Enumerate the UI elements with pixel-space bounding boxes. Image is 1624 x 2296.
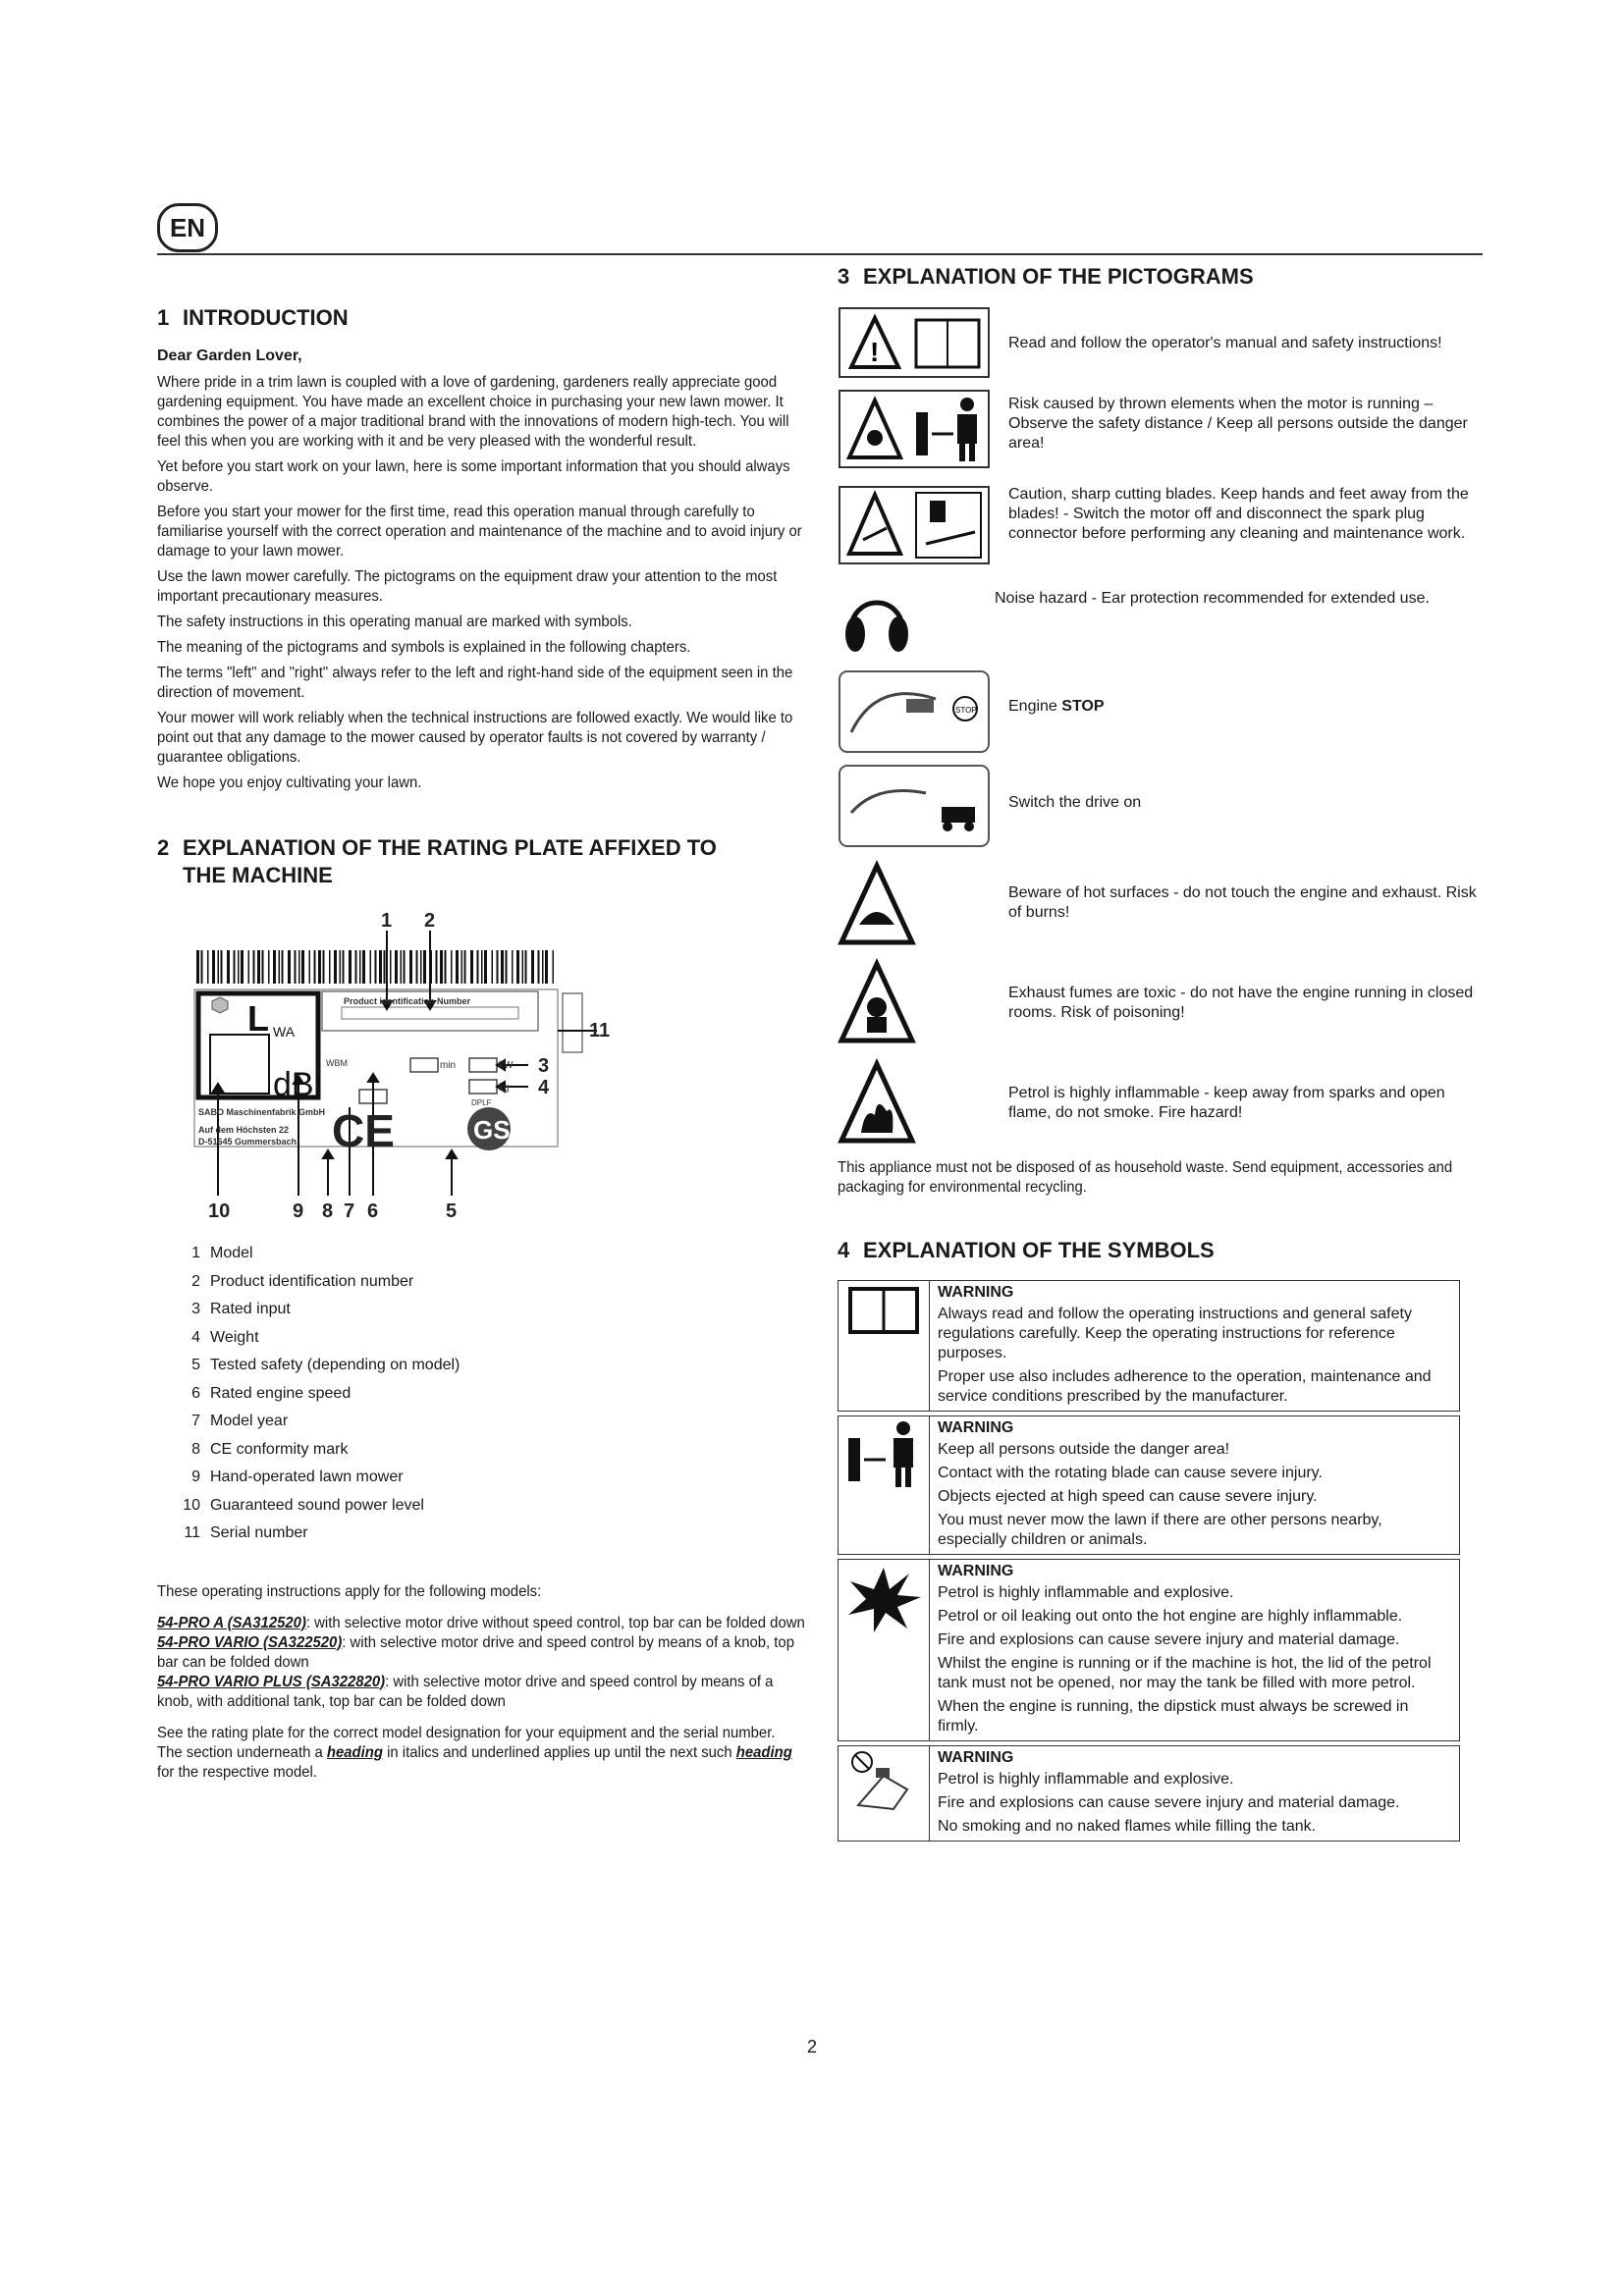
legend-item: 4 Weight: [191, 1328, 259, 1346]
svg-text:dB: dB: [273, 1066, 314, 1103]
section-4-heading: 4 EXPLANATION OF THE SYMBOLS: [838, 1238, 1215, 1262]
svg-text:6: 6: [367, 1201, 379, 1222]
svg-text:4: 4: [538, 1077, 550, 1098]
pictogram-row: [838, 764, 1486, 854]
legend-item: 7 Model year: [191, 1413, 289, 1429]
warning-line: Petrol or oil leaking out onto the hot engine are highly inflammable.: [938, 1608, 1403, 1625]
barcode-bar: [379, 950, 382, 984]
legend-item: 2 Product identification number: [191, 1272, 414, 1290]
barcode-bar: [481, 950, 483, 984]
svg-text:7: 7: [344, 1201, 355, 1222]
models-intro: These operating instructions apply for the following models:: [157, 1582, 542, 1600]
intro-paragraph: Before you start your mower for the first time, read this operation manual through carefully to familiarise yourself with the correct operation and maintenance of the machine and to avoid injury or damage to your lawn mower.: [157, 504, 802, 560]
barcode-bar: [390, 950, 392, 984]
intro-paragraph: The terms "left" and "right" always refer to the left and right-hand side of the equipment seen in the direction of movement.: [157, 665, 793, 701]
model-entry: 54-PRO VARIO PLUS (SA322820): with selective motor drive and speed control by means of a knob, with additional tank, top bar can be folded down: [157, 1673, 774, 1710]
barcode-bar: [355, 950, 357, 984]
right-column: [838, 263, 1486, 1845]
svg-text:11: 11: [589, 1020, 611, 1041]
svg-text:kg: kg: [499, 1083, 510, 1094]
drive-on-icon: [838, 764, 995, 853]
engine-stop-icon: [838, 669, 995, 759]
keep-away-persons-icon: [839, 1416, 930, 1554]
pictogram-row: [838, 485, 1486, 583]
heading-note: The section underneath a heading in italics and underlined applies up until the next such heading for the respective model.: [157, 1743, 792, 1781]
manual-book-icon: [839, 1281, 930, 1411]
barcode-bar: [288, 950, 291, 984]
intro-paragraph: We hope you enjoy cultivating your lawn.: [157, 774, 422, 791]
legend-item: 3 Rated input: [191, 1301, 291, 1317]
barcode-bar: [492, 950, 494, 984]
barcode-bar: [212, 950, 215, 984]
svg-text:2: 2: [424, 910, 436, 932]
warning-line: Petrol is highly inflammable and explosive.: [938, 1771, 1234, 1788]
warning-line: Objects ejected at high speed can cause severe injury.: [938, 1488, 1318, 1505]
barcode-bar: [253, 950, 255, 984]
barcode-bar: [196, 950, 199, 984]
warning-line: Petrol is highly inflammable and explosive.: [938, 1584, 1234, 1601]
barcode-bar: [227, 950, 230, 984]
barcode-bar: [464, 950, 466, 984]
intro-paragraph: Use the lawn mower carefully. The pictograms on the equipment draw your attention to the most important precautionary measures.: [157, 568, 778, 605]
svg-text:10: 10: [208, 1201, 231, 1222]
barcode-bar: [416, 950, 418, 984]
toxic-fumes-icon: [838, 958, 995, 1051]
explosion-icon: [839, 1560, 930, 1740]
fire-hazard-icon: [838, 1058, 995, 1151]
pictogram-text: Switch the drive on: [1008, 794, 1142, 811]
barcode-bar: [404, 950, 406, 984]
barcode-bar: [553, 950, 555, 984]
bolt-icon: [212, 997, 228, 1013]
barcode-bar: [401, 950, 403, 984]
svg-text:WBM: WBM: [326, 1058, 348, 1068]
left-column: [157, 304, 805, 1783]
greeting: Dear Garden Lover,: [157, 347, 302, 364]
models-block: [157, 1582, 805, 1783]
ce-mark-icon: CE: [332, 1105, 395, 1156]
pictogram-text: Exhaust fumes are toxic - do not have the engine running in closed rooms. Risk of poisoning!: [1008, 985, 1474, 1021]
legend-item: 5 Tested safety (depending on model): [191, 1357, 460, 1373]
barcode-bar: [512, 950, 514, 984]
svg-text:STOP: STOP: [955, 706, 977, 715]
barcode-bar: [340, 950, 342, 984]
warning-line: Proper use also includes adherence to the operation, maintenance and service conditions prescribed by the manufacturer.: [938, 1368, 1432, 1405]
barcode-bar: [477, 950, 479, 984]
page-number: 2: [806, 2037, 817, 2056]
warning-line: Always read and follow the operating instructions and general safety regulations carefully. Keep the operating instructions for reference purposes.: [938, 1306, 1412, 1362]
barcode-bar: [279, 950, 281, 984]
barcode-bar: [298, 950, 300, 984]
barcode-bar: [470, 950, 473, 984]
barcode-bar: [506, 950, 508, 984]
barcode-bar: [314, 950, 316, 984]
intro-paragraph: Your mower will work reliably when the technical instructions are followed exactly. We would like to point out that any damage to the mower caused by operator faults is not covered by warranty / guarantee obligations.: [157, 710, 793, 766]
barcode-bar: [545, 950, 548, 984]
barcode-bar: [268, 950, 270, 984]
warning-box: [838, 1415, 1460, 1555]
barcode-bar: [384, 950, 386, 984]
barcode-bar: [241, 950, 244, 984]
svg-text:GS: GS: [473, 1115, 511, 1145]
legend-item: 8 CE conformity mark: [191, 1440, 349, 1458]
warning-box: [838, 1745, 1460, 1842]
barcode-bar: [309, 950, 311, 984]
barcode-bar: [323, 950, 325, 984]
barcode-bar: [282, 950, 284, 984]
warning-box: [838, 1280, 1460, 1412]
svg-text:SABO Maschinenfabrik GmbH: SABO Maschinenfabrik GmbH: [198, 1107, 326, 1117]
barcode-bar: [542, 950, 544, 984]
barcode-bar: [451, 950, 453, 984]
intro-paragraph: Where pride in a trim lawn is coupled with a love of gardening, gardeners really appreciate good gardening equipment. You have made an excellent choice in purchasing your new lawn mower. It combines the power of a major traditional brand with the innovations of modern high-tech. You will feel this when you are working with it and be very pleased with the wonderful result.: [157, 374, 789, 450]
svg-text:Auf dem Höchsten 22: Auf dem Höchsten 22: [198, 1125, 290, 1135]
barcode-bar: [538, 950, 540, 984]
barcode-bar: [234, 950, 236, 984]
barcode-bar: [395, 950, 398, 984]
barcode-bar: [531, 950, 534, 984]
barcode-bar: [349, 950, 352, 984]
barcode-bar: [301, 950, 304, 984]
barcode-bar: [334, 950, 337, 984]
barcode-bar: [359, 950, 361, 984]
intro-paragraph: The safety instructions in this operating manual are marked with symbols.: [157, 614, 632, 630]
pictogram-text: Caution, sharp cutting blades. Keep hands and feet away from the blades! - Switch the motor off and disconnect the spark plug connector before performing any cleaning and maintenance work.: [1008, 486, 1469, 542]
section-2-heading: 2 EXPLANATION OF THE RATING PLATE AFFIXED TO THE MACHINE: [157, 835, 717, 887]
see-plate-note: See the rating plate for the correct model designation for your equipment and the serial number.: [157, 1724, 776, 1741]
barcode-bar: [370, 950, 372, 984]
barcode-bar: [445, 950, 447, 984]
model-entry: 54-PRO A (SA312520): with selective motor drive without speed control, top bar can be folded down: [157, 1614, 805, 1631]
header-rule: [157, 253, 1483, 255]
barcode-bar: [440, 950, 443, 984]
section-1-heading: 1 INTRODUCTION: [157, 305, 349, 330]
svg-text:3: 3: [538, 1055, 550, 1077]
intro-paragraph: The meaning of the pictograms and symbols is explained in the following chapters.: [157, 639, 691, 656]
barcode-bar: [295, 950, 297, 984]
legend-item: 6 Rated engine speed: [191, 1384, 352, 1402]
svg-text:DPLF: DPLF: [471, 1098, 492, 1107]
barcode-bar: [273, 950, 276, 984]
barcode-bar: [262, 950, 264, 984]
barcode-icon: [196, 950, 554, 984]
svg-text:8: 8: [322, 1201, 334, 1222]
svg-text:WA: WA: [273, 1024, 296, 1040]
barcode-bar: [516, 950, 519, 984]
pictogram-text: Petrol is highly inflammable - keep away from sparks and open flame, do not smoke. Fire hazard!: [1008, 1085, 1445, 1121]
svg-text:!: !: [870, 337, 880, 367]
rating-plate-diagram: [194, 910, 611, 1225]
rating-plate-svg: [194, 910, 611, 1225]
svg-text:5: 5: [446, 1201, 458, 1222]
barcode-bar: [201, 950, 203, 984]
barcode-bar: [362, 950, 365, 984]
pictogram-row: [838, 1058, 1486, 1148]
svg-text:D-51645 Gummersbach: D-51645 Gummersbach: [198, 1137, 298, 1147]
barcode-bar: [218, 950, 220, 984]
warning-line: Fire and explosions can cause severe injury and material damage.: [938, 1794, 1400, 1811]
sharp-blades-icon: [838, 485, 995, 570]
barcode-bar: [522, 950, 524, 984]
barcode-bar: [484, 950, 487, 984]
svg-text:kW: kW: [499, 1060, 514, 1071]
intro-paragraphs: [157, 373, 805, 793]
barcode-bar: [248, 950, 250, 984]
warning-line: Contact with the rotating blade can cause severe injury.: [938, 1465, 1323, 1481]
warning-label: WARNING: [938, 1749, 1014, 1766]
disposal-note: This appliance must not be disposed of as household waste. Send equipment, accessories and packaging for environmental recycling.: [838, 1159, 1453, 1196]
pictogram-text: Risk caused by thrown elements when the motor is running – Observe the safety distance / Keep all persons outside the danger area!: [1008, 396, 1468, 452]
barcode-bar: [497, 950, 499, 984]
pictogram-row: [838, 860, 1486, 952]
section-3-heading: 3 EXPLANATION OF THE PICTOGRAMS: [838, 264, 1254, 289]
barcode-bar: [375, 950, 377, 984]
warning-line: Keep all persons outside the danger area!: [938, 1441, 1230, 1458]
legend-item: 11 Serial number: [184, 1524, 308, 1541]
warning-line: When the engine is running, the dipstick must always be screwed in firmly.: [938, 1698, 1409, 1735]
svg-text:min: min: [440, 1060, 457, 1071]
barcode-bar: [343, 950, 345, 984]
model-entry: 54-PRO VARIO (SA322520): with selective motor drive and speed control by means of a knob, top bar can be folded down: [157, 1633, 794, 1671]
hot-surface-icon: [838, 860, 995, 953]
barcode-bar: [436, 950, 438, 984]
barcode-bar: [525, 950, 527, 984]
barcode-bar: [461, 950, 463, 984]
barcode-bar: [257, 950, 260, 984]
barcode-bar: [207, 950, 209, 984]
barcode-bar: [409, 950, 412, 984]
barcode-bar: [423, 950, 426, 984]
legend-item: 10 Guaranteed sound power level: [183, 1496, 424, 1514]
pictogram-row: [838, 589, 1486, 664]
svg-text:L: L: [247, 998, 269, 1039]
barcode-bar: [329, 950, 331, 984]
warning-box: [838, 1559, 1460, 1741]
intro-paragraph: Yet before you start work on your lawn, here is some important information that you should always observe.: [157, 458, 790, 495]
svg-text:Product identification Number: Product identification Number: [344, 996, 471, 1006]
svg-text:1: 1: [381, 910, 393, 932]
pictogram-text: Read and follow the operator's manual and safety instructions!: [1008, 335, 1442, 351]
rating-plate-legend: [175, 1245, 805, 1553]
warning-label: WARNING: [938, 1284, 1014, 1301]
thrown-objects-icon: [838, 389, 995, 474]
warning-label: WARNING: [938, 1563, 1014, 1579]
legend-item: 1 Model: [191, 1245, 253, 1261]
svg-text:9: 9: [293, 1201, 304, 1222]
ear-protection-icon: [838, 589, 995, 665]
warning-line: Fire and explosions can cause severe injury and material damage.: [938, 1631, 1400, 1648]
no-smoking-refuel-icon: [839, 1746, 930, 1841]
pictogram-text: Beware of hot surfaces - do not touch the engine and exhaust. Risk of burns!: [1008, 884, 1477, 921]
warning-line: You must never mow the lawn if there are other persons nearby, especially children or animals.: [938, 1512, 1382, 1548]
warning-manual-icon: [838, 306, 995, 384]
barcode-bar: [501, 950, 504, 984]
pictogram-row: [838, 306, 1486, 383]
pictogram-text: Noise hazard - Ear protection recommended for extended use.: [995, 590, 1430, 607]
warning-label: WARNING: [938, 1419, 1014, 1436]
barcode-bar: [318, 950, 321, 984]
barcode-bar: [456, 950, 459, 984]
pictogram-row: [838, 669, 1486, 758]
pictogram-text: Engine STOP: [1008, 698, 1105, 715]
warning-line: Whilst the engine is running or if the machine is hot, the lid of the petrol tank must not be opened, nor may the tank be filled with more petrol.: [938, 1655, 1432, 1691]
language-badge: EN: [157, 203, 218, 252]
barcode-bar: [420, 950, 422, 984]
pictogram-row: [838, 389, 1486, 479]
legend-item: 9 Hand-operated lawn mower: [191, 1468, 404, 1485]
pictogram-row: [838, 958, 1486, 1052]
warning-line: No smoking and no naked flames while filling the tank.: [938, 1818, 1317, 1835]
barcode-bar: [238, 950, 240, 984]
barcode-bar: [221, 950, 223, 984]
